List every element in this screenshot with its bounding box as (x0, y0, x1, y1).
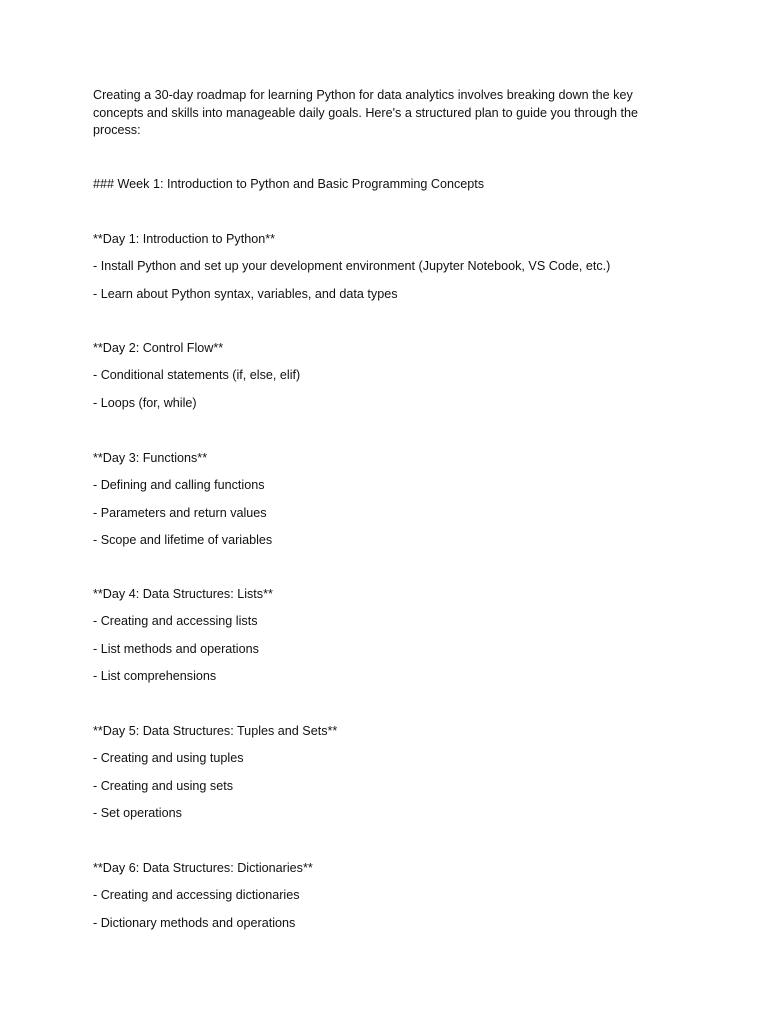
day-title: **Day 6: Data Structures: Dictionaries** (93, 861, 313, 875)
list-item: - Parameters and return values (93, 505, 267, 520)
intro-paragraph: Creating a 30-day roadmap for learning Python for data analytics involves breaking down the key concepts and skills into manageable daily goals. Here's a structured plan to guide you through the process: (93, 88, 638, 137)
day-section-1 (93, 231, 683, 313)
day-title: **Day 2: Control Flow** (93, 341, 224, 355)
list-item: - Creating and using sets (93, 778, 234, 793)
day-section-5 (93, 723, 683, 833)
list-item: - Conditional statements (if, else, elif) (93, 368, 301, 383)
list-item: - Scope and lifetime of variables (93, 533, 273, 548)
list-item: - List comprehensions (93, 669, 217, 684)
list-item: - Creating and using tuples (93, 751, 244, 766)
day-section-4 (93, 586, 683, 696)
document-body (93, 87, 683, 930)
list-item: - Creating and accessing dictionaries (93, 888, 300, 903)
day-section-2 (93, 340, 683, 422)
week-heading: ### Week 1: Introduction to Python and Basic Programming Concepts (93, 177, 485, 191)
day-section-6 (93, 860, 683, 942)
day-title: **Day 4: Data Structures: Lists** (93, 587, 273, 601)
list-item: - List methods and operations (93, 641, 259, 656)
day-title: **Day 5: Data Structures: Tuples and Sets** (93, 724, 338, 738)
list-item: - Dictionary methods and operations (93, 915, 296, 930)
list-item: - Defining and calling functions (93, 478, 265, 493)
list-item: - Creating and accessing lists (93, 614, 258, 629)
list-item: - Learn about Python syntax, variables, and data types (93, 286, 398, 301)
day-section-3 (93, 450, 683, 560)
list-item: - Set operations (93, 806, 182, 821)
day-title: **Day 1: Introduction to Python** (93, 232, 276, 246)
list-item: - Install Python and set up your development environment (Jupyter Notebook, VS Code, etc.) (93, 259, 611, 274)
day-title: **Day 3: Functions** (93, 451, 208, 465)
list-item: - Loops (for, while) (93, 395, 197, 410)
